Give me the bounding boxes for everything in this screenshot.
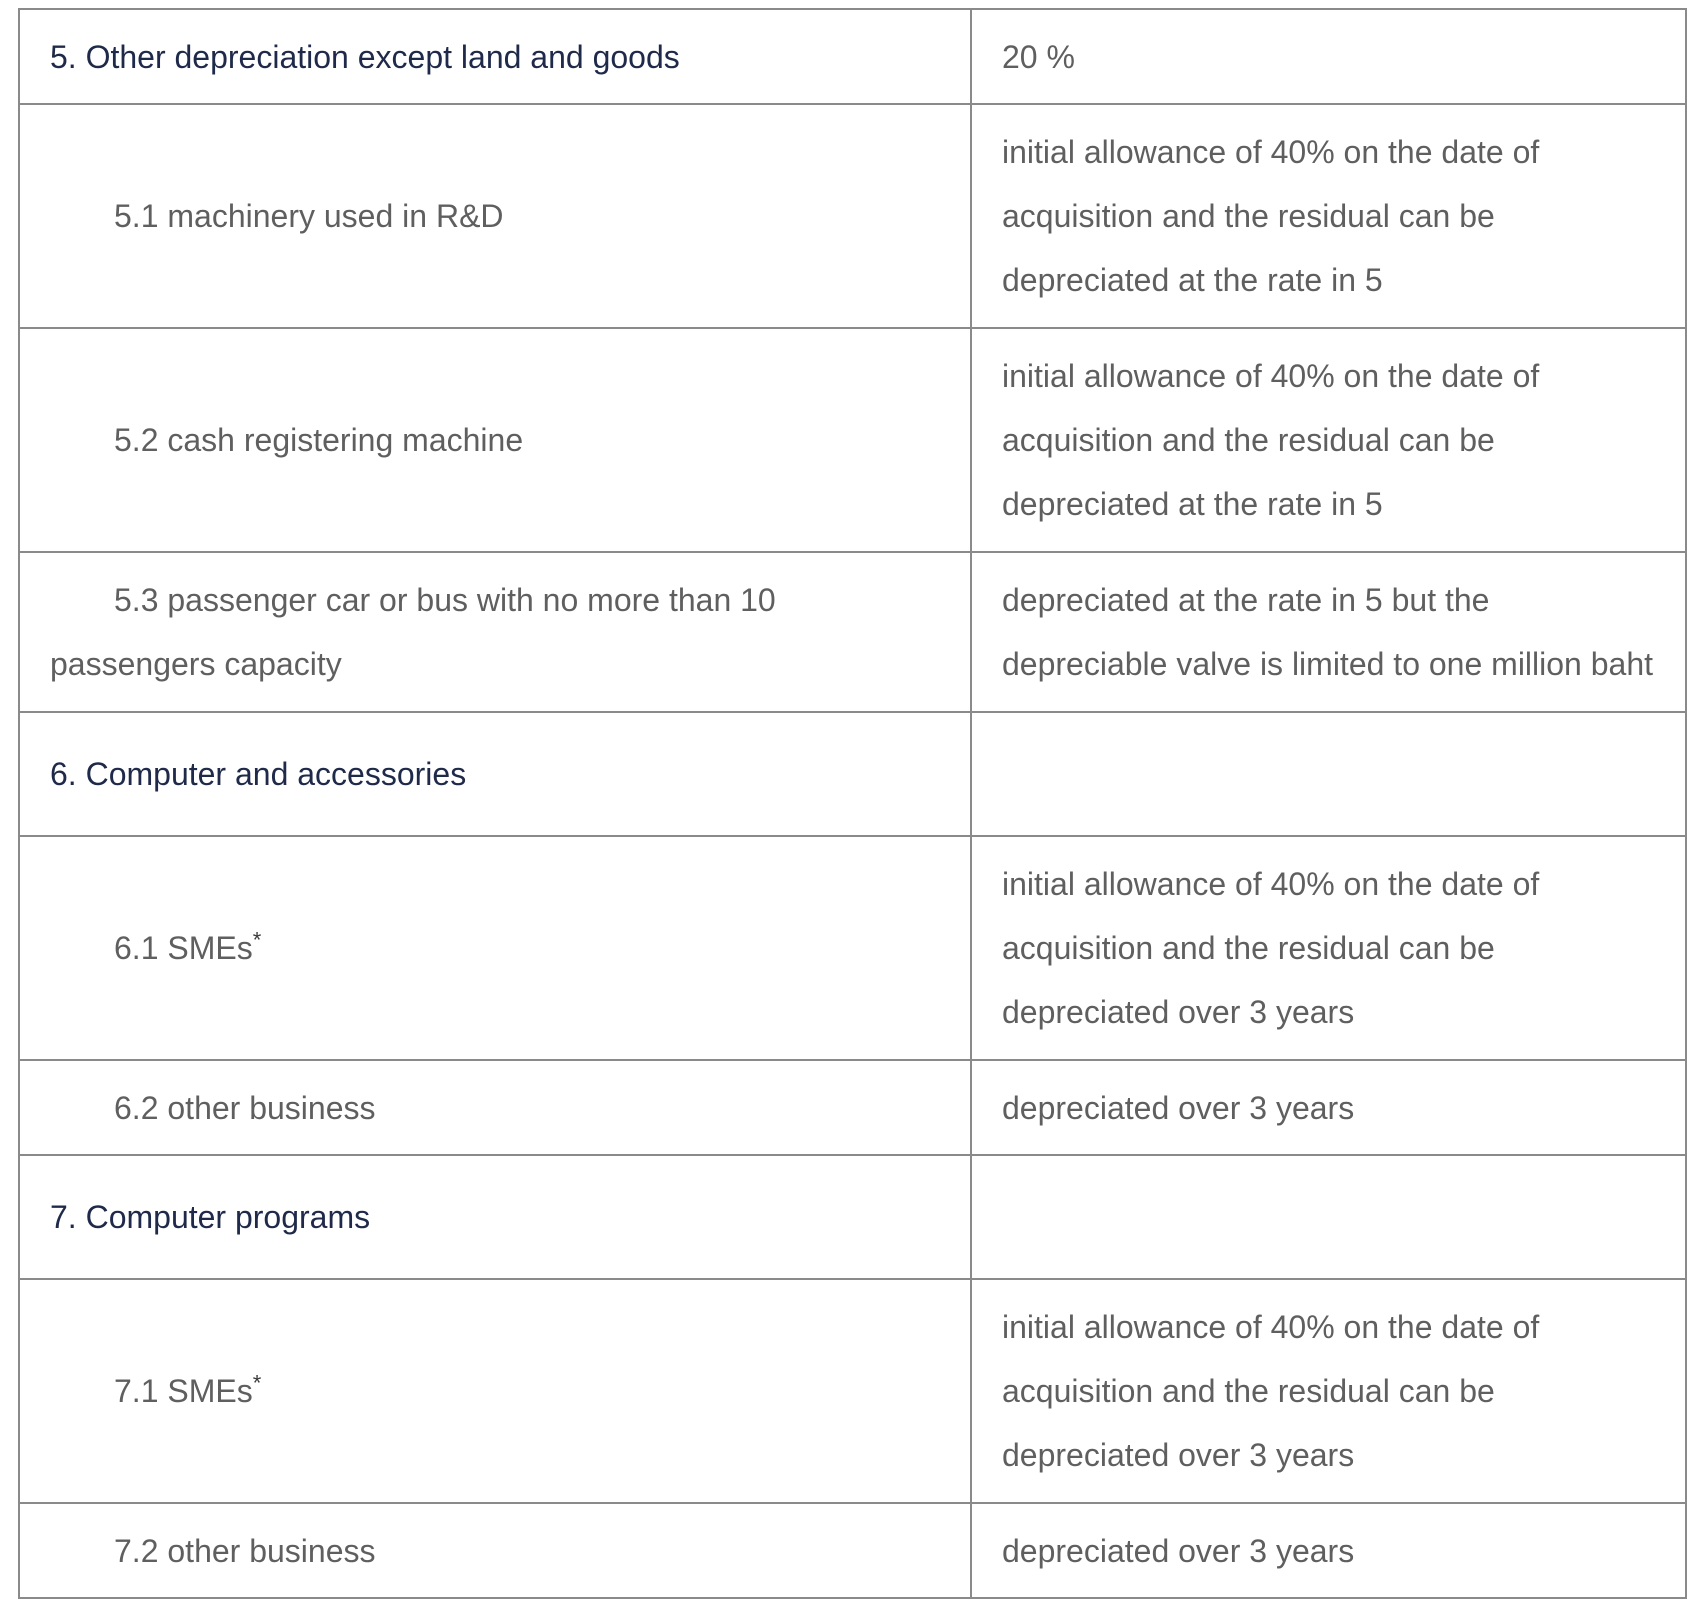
item-cell bbox=[19, 552, 971, 712]
rate-cell: initial allowance of 40% on the date of acquisition and the residual can be depreciated at the rate in 5 bbox=[971, 104, 1686, 328]
item-cell bbox=[19, 836, 971, 1060]
footnote-marker: * bbox=[252, 1370, 262, 1396]
rate-cell bbox=[971, 712, 1686, 836]
table-row bbox=[19, 552, 1686, 712]
table-row bbox=[19, 712, 1686, 836]
table-row bbox=[19, 328, 1686, 552]
item-heading: 6. Computer and accessories bbox=[50, 756, 467, 792]
item-cell bbox=[19, 9, 971, 104]
table-row bbox=[19, 9, 1686, 104]
item-label: 5.1 machinery used in R&D bbox=[114, 198, 504, 234]
item-cell bbox=[19, 328, 971, 552]
rate-cell: depreciated over 3 years bbox=[971, 1503, 1686, 1598]
table-row bbox=[19, 1503, 1686, 1598]
item-label: 6.1 SMEs bbox=[114, 930, 253, 966]
item-label: 6.2 other business bbox=[114, 1089, 376, 1126]
item-label: 5.2 cash registering machine bbox=[114, 422, 524, 458]
item-heading: 7. Computer programs bbox=[50, 1199, 371, 1235]
rate-cell: initial allowance of 40% on the date of acquisition and the residual can be depreciated at the rate in 5 bbox=[971, 328, 1686, 552]
item-cell bbox=[19, 712, 971, 836]
rate-cell bbox=[971, 1155, 1686, 1279]
item-label: 5.3 passenger car or bus with no more than 10 passengers capacity bbox=[50, 582, 776, 682]
item-heading: 5. Other depreciation except land and goods bbox=[50, 38, 680, 75]
rate-cell: initial allowance of 40% on the date of acquisition and the residual can be depreciated over 3 years bbox=[971, 1279, 1686, 1503]
table-row bbox=[19, 1060, 1686, 1155]
rate-cell: depreciated over 3 years bbox=[971, 1060, 1686, 1155]
item-label: 7.2 other business bbox=[114, 1532, 376, 1569]
table-row bbox=[19, 1155, 1686, 1279]
item-cell bbox=[19, 1060, 971, 1155]
item-cell bbox=[19, 1155, 971, 1279]
depreciation-table-container bbox=[18, 8, 1685, 1599]
item-cell bbox=[19, 104, 971, 328]
table-row bbox=[19, 1279, 1686, 1503]
table-row bbox=[19, 104, 1686, 328]
rate-cell: initial allowance of 40% on the date of acquisition and the residual can be depreciated over 3 years bbox=[971, 836, 1686, 1060]
rate-cell: 20 % bbox=[971, 9, 1686, 104]
item-cell bbox=[19, 1503, 971, 1598]
item-label: 7.1 SMEs bbox=[114, 1373, 253, 1409]
rate-cell: depreciated at the rate in 5 but the depreciable valve is limited to one million baht bbox=[971, 552, 1686, 712]
table-row bbox=[19, 836, 1686, 1060]
depreciation-table bbox=[18, 8, 1687, 1599]
item-cell bbox=[19, 1279, 971, 1503]
footnote-marker: * bbox=[252, 927, 262, 953]
